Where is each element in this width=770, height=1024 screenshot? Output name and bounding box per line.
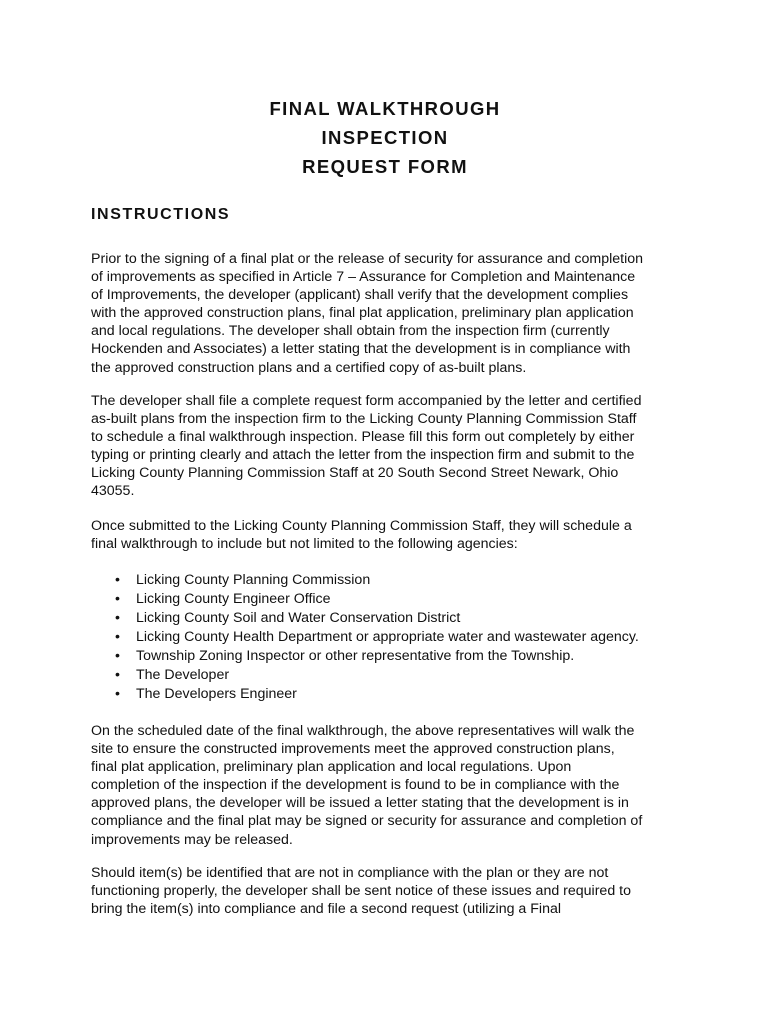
text-line: 43055. [91, 483, 135, 500]
list-item [112, 628, 639, 647]
text-line: as-built plans from the inspection firm to the Licking County Planning Commission Staff [91, 411, 637, 428]
title-line-2: INSPECTION [321, 127, 449, 148]
title-line-3: REQUEST FORM [302, 156, 468, 177]
text-line: with the approved construction plans, final plat application, preliminary plan application [91, 305, 634, 322]
agency-label: Licking County Planning Commission [136, 572, 371, 588]
text-line: Should item(s) be identified that are not in compliance with the plan or they are not [91, 865, 609, 881]
agency-label: Licking County Engineer Office [136, 591, 331, 607]
agency-label: Township Zoning Inspector or other representative from the Township. [136, 648, 575, 664]
page-title [0, 94, 770, 181]
text-line: final plat application, preliminary plan application and local regulations. Upon [91, 759, 572, 776]
text-line: The developer shall file a complete request form accompanied by the letter and certified [91, 393, 642, 409]
text-line: to schedule a final walkthrough inspection. Please fill this form out completely by either [91, 429, 635, 446]
text-line: functioning properly, the developer shall be sent notice of these issues and required to [91, 883, 631, 900]
text-line: of improvements as specified in Article 7 – Assurance for Completion and Maintenance [91, 269, 636, 286]
bullet-icon: • [115, 667, 120, 683]
bullet-icon: • [115, 648, 120, 664]
text-line: compliance and the final plat may be signed or security for assurance and completion of [91, 813, 643, 830]
text-line: Hockenden and Associates) a letter stating that the development is in compliance with [91, 341, 631, 358]
text-line: approved plans, the developer will be issued a letter stating that the development is in [91, 795, 629, 812]
instructions-heading: INSTRUCTIONS [91, 206, 231, 223]
text-line: final walkthrough to include but not limited to the following agencies: [91, 536, 518, 553]
bullet-icon: • [115, 591, 120, 607]
text-line: Prior to the signing of a final plat or the release of security for assurance and completion [91, 251, 644, 267]
text-line: site to ensure the constructed improvements meet the approved construction plans, [91, 741, 615, 758]
list-item [112, 590, 639, 609]
title-line-1: FINAL WALKTHROUGH [269, 98, 501, 119]
paragraph-file-request [91, 392, 691, 501]
paragraph-intro [91, 250, 691, 377]
text-line: improvements may be released. [91, 831, 293, 848]
text-line: and local regulations. The developer shall obtain from the inspection firm (currently [91, 323, 610, 340]
agency-label: Licking County Soil and Water Conservation District [136, 610, 461, 626]
bullet-icon: • [115, 610, 120, 626]
text-line: typing or printing clearly and attach the letter from the inspection firm and submit to the [91, 447, 635, 464]
paragraph-schedule [91, 517, 691, 553]
text-line: On the scheduled date of the final walkthrough, the above representatives will walk the [91, 723, 635, 739]
text-line: of Improvements, the developer (applicant) shall verify that the development complies [91, 287, 629, 304]
list-item [112, 647, 639, 666]
agency-label: Licking County Health Department or appropriate water and wastewater agency. [136, 629, 639, 645]
bullet-icon: • [115, 686, 120, 702]
agency-list [112, 571, 639, 704]
text-line: the approved construction plans and a certified copy of as-built plans. [91, 359, 527, 376]
agency-label: The Developer [136, 667, 230, 683]
text-line: Licking County Planning Commission Staff at 20 South Second Street Newark, Ohio [91, 465, 619, 482]
list-item [112, 571, 639, 590]
agency-label: The Developers Engineer [136, 686, 297, 702]
list-item [112, 685, 639, 704]
text-line: completion of the inspection if the development is found to be in compliance with the [91, 777, 620, 794]
paragraph-walkthrough [91, 722, 691, 849]
list-item [112, 666, 639, 685]
bullet-icon: • [115, 629, 120, 645]
text-line: Once submitted to the Licking County Planning Commission Staff, they will schedule a [91, 518, 632, 534]
paragraph-noncompliance [91, 864, 691, 918]
text-line: bring the item(s) into compliance and file a second request (utilizing a Final [91, 901, 562, 918]
bullet-icon: • [115, 572, 120, 588]
list-item [112, 609, 639, 628]
